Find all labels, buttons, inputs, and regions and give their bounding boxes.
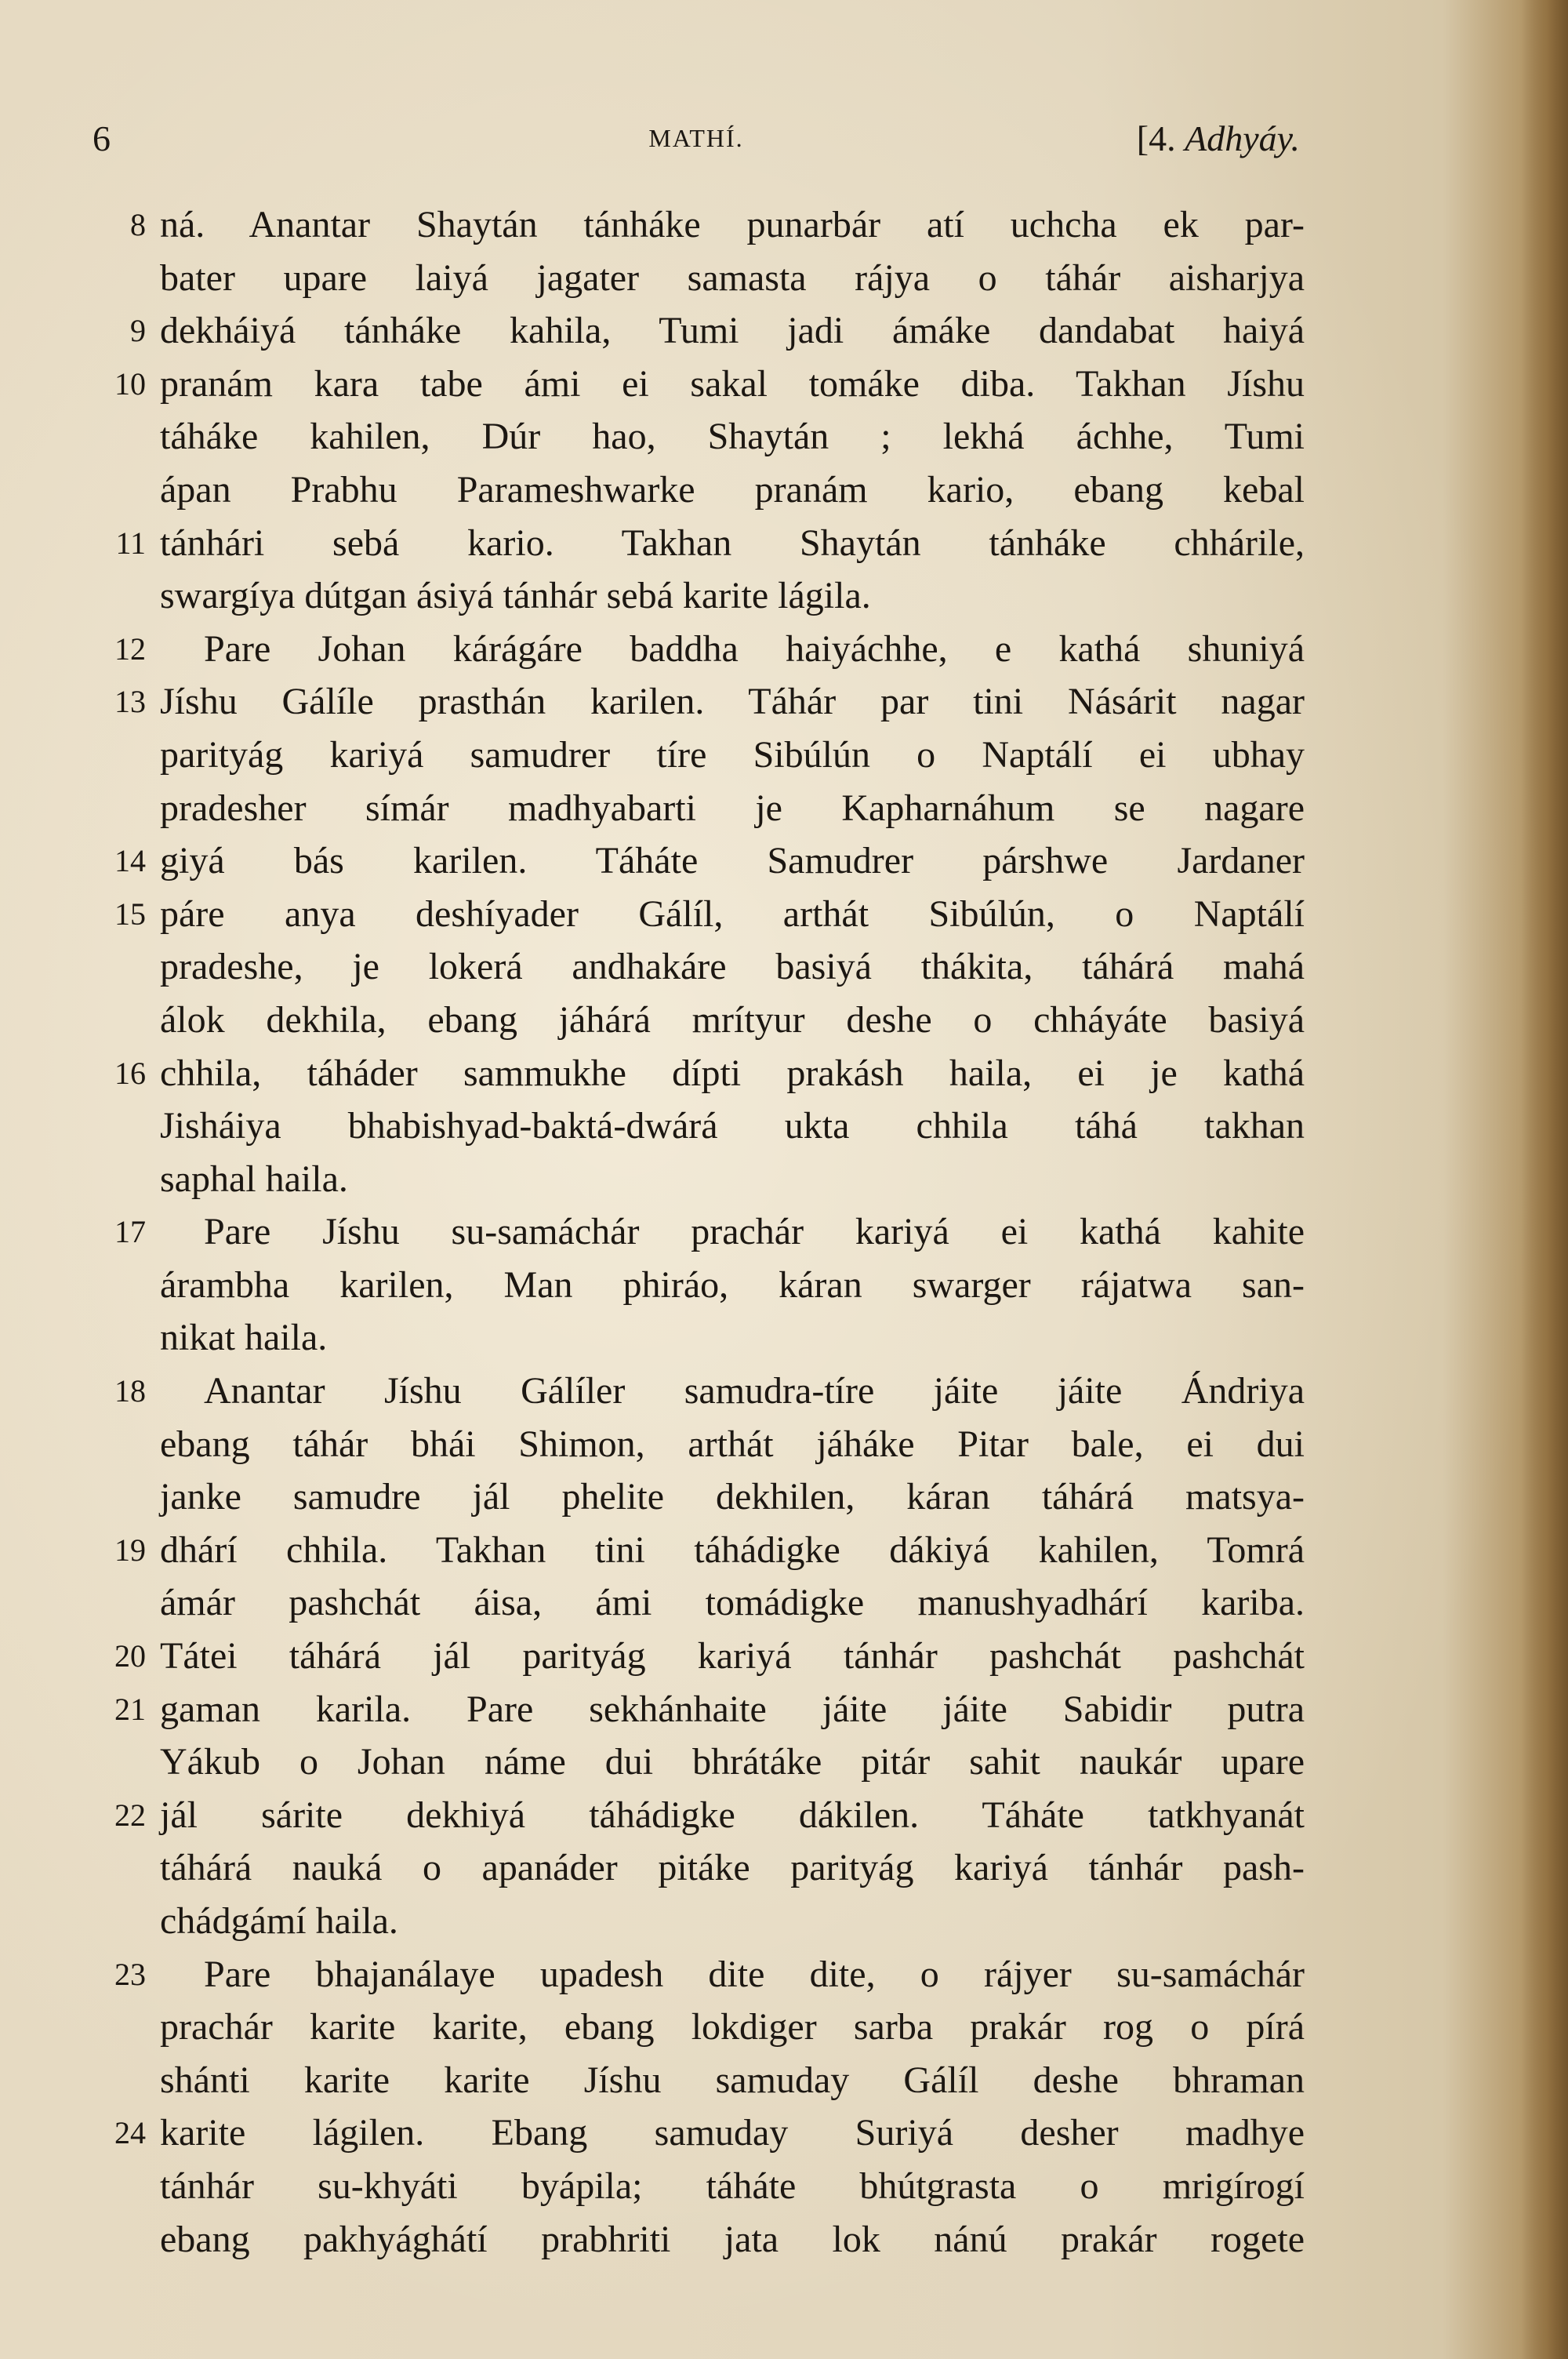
line-text: Tátei táhárá jál parityág kariyá tánhár pashchát pashchát xyxy=(160,1635,1305,1677)
text-line xyxy=(100,834,1308,888)
line-text: táháke kahilen, Dúr hao, Shaytán ; lekhá áchhe, Tumi xyxy=(160,416,1305,458)
chapter-reference-bracket: [4. xyxy=(1136,118,1185,158)
text-line xyxy=(100,888,1308,941)
line-text: shánti karite karite Jíshu samuday Gálíl deshe bhraman xyxy=(160,2059,1305,2101)
line-text: parityág kariyá samudrer tíre Sibúlún o Naptálí ei ubhay xyxy=(160,733,1305,776)
running-title: MATHÍ. xyxy=(648,124,744,152)
verse-number: 16 xyxy=(114,1055,146,1091)
text-line xyxy=(100,675,1308,729)
text-line xyxy=(100,358,1308,411)
text-line xyxy=(100,1311,1308,1365)
verse-number: 18 xyxy=(114,1373,146,1409)
page-number: 6 xyxy=(93,118,111,158)
verse-text-block xyxy=(100,198,1308,2266)
verse-number: 14 xyxy=(114,843,146,879)
text-line xyxy=(100,1789,1308,1842)
line-text: ápan Prabhu Parameshwarke pranám kario, ebang kebal xyxy=(160,468,1305,511)
line-text: páre anya deshíyader Gálíl, arthát Sibúlún, o Naptálí xyxy=(160,892,1305,935)
line-text: prachár karite karite, ebang lokdiger sarba prakár rog o pírá xyxy=(160,2006,1305,2048)
text-line xyxy=(100,1365,1308,1418)
verse-number: 10 xyxy=(114,365,146,402)
line-text: chhila, táháder sammukhe dípti prakásh haila, ei je kathá xyxy=(160,1052,1305,1094)
line-text: swargíya dútgan ásiyá tánhár sebá karite lágila. xyxy=(160,575,871,617)
line-text: nikat haila. xyxy=(160,1317,328,1359)
text-line xyxy=(100,1736,1308,1789)
line-text: tánhár su-khyáti byápila; táháte bhútgrasta o mrigírogí xyxy=(160,2165,1305,2207)
line-text: Anantar Jíshu Gálíler samudra-tíre jáite jáite Ándriya xyxy=(204,1370,1305,1412)
line-text: pradeshe, je lokerá andhakáre basiyá thákita, táhárá mahá xyxy=(160,946,1305,988)
text-line xyxy=(100,304,1308,358)
line-text: ebang pakhyághátí prabhriti jata lok nánú prakár rogete xyxy=(160,2218,1305,2260)
text-line xyxy=(100,1841,1308,1895)
text-line xyxy=(100,252,1308,305)
line-text: jál sárite dekhiyá táhádigke dákilen. Táháte tatkhyanát xyxy=(160,1794,1305,1836)
line-text: saphal haila. xyxy=(160,1158,348,1200)
line-text: Pare Jíshu su-samáchár prachár kariyá ei kathá kahite xyxy=(204,1211,1305,1253)
text-line xyxy=(100,1100,1308,1153)
chapter-reference-word: Adhyáy. xyxy=(1185,118,1300,158)
line-text: Pare Johan kárágáre baddha haiyáchhe, e kathá shuniyá xyxy=(204,627,1305,670)
text-line xyxy=(100,1630,1308,1683)
text-line xyxy=(100,2001,1308,2054)
text-line xyxy=(100,1683,1308,1736)
verse-number: 20 xyxy=(114,1638,146,1674)
text-line xyxy=(100,623,1308,676)
text-line xyxy=(100,517,1308,570)
line-text: Pare bhajanálaye upadesh dite dite, o rájyer su-samáchár xyxy=(204,1953,1305,1995)
text-line xyxy=(100,463,1308,517)
page-header xyxy=(93,118,1300,173)
verse-number: 22 xyxy=(114,1797,146,1833)
verse-number: 12 xyxy=(114,631,146,667)
text-line xyxy=(100,1576,1308,1630)
text-line xyxy=(100,2160,1308,2213)
page-edge-shadow xyxy=(1521,0,1568,2359)
text-line xyxy=(100,1524,1308,1577)
line-text: Jisháiya bhabishyad-baktá-dwárá ukta chhila táhá takhan xyxy=(160,1105,1305,1147)
line-text: dekháiyá tánháke kahila, Tumi jadi ámáke dandabat haiyá xyxy=(160,310,1305,352)
line-text: pranám kara tabe ámi ei sakal tomáke diba. Takhan Jíshu xyxy=(160,362,1305,405)
line-text: pradesher símár madhyabarti je Kapharnáhum se nagare xyxy=(160,787,1305,829)
line-text: karite lágilen. Ebang samuday Suriyá desher madhye xyxy=(160,2112,1305,2154)
line-text: tánhári sebá kario. Takhan Shaytán tánháke chhárile, xyxy=(160,522,1305,564)
text-line xyxy=(100,2054,1308,2107)
text-line xyxy=(100,994,1308,1047)
verse-number: 15 xyxy=(114,896,146,932)
line-text: bater upare laiyá jagater samasta rájya o táhár aisharjya xyxy=(160,256,1305,299)
verse-number: 17 xyxy=(114,1214,146,1250)
line-text: ná. Anantar Shaytán tánháke punarbár atí uchcha ek par- xyxy=(160,204,1305,245)
line-text: ámár pashchát áisa, ámi tomádigke manushyadhárí kariba. xyxy=(160,1582,1305,1624)
text-line xyxy=(100,1153,1308,1206)
text-line xyxy=(100,1470,1308,1524)
line-text: dhárí chhila. Takhan tini táhádigke dákiyá kahilen, Tomrá xyxy=(160,1528,1305,1571)
line-text: táhárá nauká o apanáder pitáke parityág kariyá tánhár pash- xyxy=(160,1847,1305,1889)
verse-number: 21 xyxy=(114,1691,146,1727)
text-line xyxy=(100,1047,1308,1100)
verse-number: 8 xyxy=(130,207,146,242)
text-line xyxy=(100,1205,1308,1259)
verse-number: 9 xyxy=(130,313,146,349)
line-text: chádgámí haila. xyxy=(160,1900,398,1942)
text-line xyxy=(100,940,1308,994)
line-text: Jíshu Gálíle prasthán karilen. Táhár par tini Násárit nagar xyxy=(160,681,1305,723)
line-text: giyá bás karilen. Táháte Samudrer párshwe Jardaner xyxy=(160,840,1305,882)
verse-number: 11 xyxy=(115,525,146,561)
verse-number: 19 xyxy=(114,1532,146,1568)
verse-number: 24 xyxy=(114,2115,146,2151)
line-text: árambha karilen, Man phiráo, káran swarger rájatwa san- xyxy=(160,1263,1305,1306)
text-line xyxy=(100,729,1308,782)
text-line xyxy=(100,1895,1308,1948)
text-line xyxy=(100,1418,1308,1471)
text-line xyxy=(100,410,1308,463)
text-line xyxy=(100,1259,1308,1312)
line-text: gaman karila. Pare sekhánhaite jáite jáite Sabidir putra xyxy=(160,1688,1305,1730)
line-text: álok dekhila, ebang jáhárá mrítyur deshe o chháyáte basiyá xyxy=(160,998,1305,1041)
line-text: Yákub o Johan náme dui bhrátáke pitár sahit naukár upare xyxy=(160,1741,1305,1783)
verse-number: 23 xyxy=(114,1956,146,1992)
text-line xyxy=(100,2106,1308,2160)
text-line xyxy=(100,569,1308,623)
text-line xyxy=(100,2213,1308,2266)
line-text: ebang táhár bhái Shimon, arthát jáháke Pitar bale, ei dui xyxy=(160,1423,1305,1465)
verse-number: 13 xyxy=(114,684,146,720)
text-line xyxy=(100,198,1308,252)
line-text: janke samudre jál phelite dekhilen, káran táhárá matsya- xyxy=(160,1476,1305,1518)
text-line xyxy=(100,1948,1308,2001)
chapter-reference xyxy=(1137,118,1300,159)
text-line xyxy=(100,782,1308,835)
